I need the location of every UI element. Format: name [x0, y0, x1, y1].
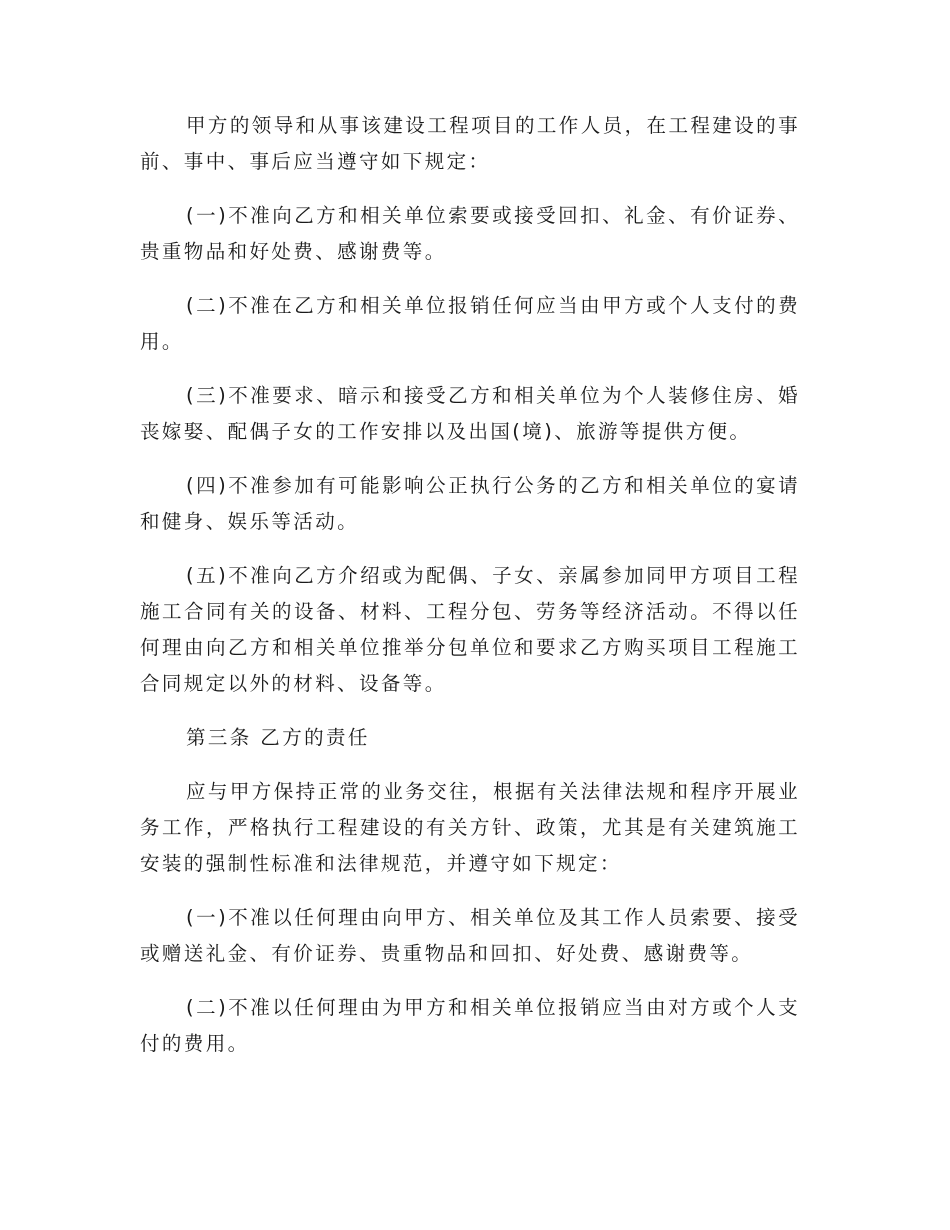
- paragraph-party-a-intro: 甲方的领导和从事该建设工程项目的工作人员，在工程建设的事前、事中、事后应当遵守如下规定：: [140, 114, 800, 173]
- paragraph-party-a-rule-4: (四)不准参加有可能影响公正执行公务的乙方和相关单位的宴请和健身、娱乐等活动。: [140, 474, 800, 533]
- paragraph-party-a-rule-3: (三)不准要求、暗示和接受乙方和相关单位为个人装修住房、婚丧嫁娶、配偶子女的工作安排以及出国(境)、旅游等提供方便。: [140, 384, 800, 443]
- paragraph-party-a-rule-1: (一)不准向乙方和相关单位索要或接受回扣、礼金、有价证券、贵重物品和好处费、感谢费等。: [140, 204, 800, 263]
- paragraph-party-b-intro: 应与甲方保持正常的业务交往，根据有关法律法规和程序开展业务工作，严格执行工程建设的有关方针、政策，尤其是有关建筑施工安装的强制性标准和法律规范，并遵守如下规定：: [140, 780, 800, 875]
- article-3-heading: 第三条 乙方的责任: [186, 726, 370, 749]
- paragraph-party-a-rule-5: (五)不准向乙方介绍或为配偶、子女、亲属参加同甲方项目工程施工合同有关的设备、材料、工程分包、劳务等经济活动。不得以任何理由向乙方和相关单位推举分包单位和要求乙方购买项目工程施工合同规定以外的材料、设备等。: [140, 564, 800, 695]
- document-body: [140, 108, 800, 1080]
- paragraph-party-b-rule-1: (一)不准以任何理由向甲方、相关单位及其工作人员索要、接受或赠送礼金、有价证券、贵重物品和回扣、好处费、感谢费等。: [140, 906, 800, 965]
- paragraph-party-a-rule-2: (二)不准在乙方和相关单位报销任何应当由甲方或个人支付的费用。: [140, 294, 800, 353]
- paragraph-party-b-rule-2: (二)不准以任何理由为甲方和相关单位报销应当由对方或个人支付的费用。: [140, 996, 800, 1055]
